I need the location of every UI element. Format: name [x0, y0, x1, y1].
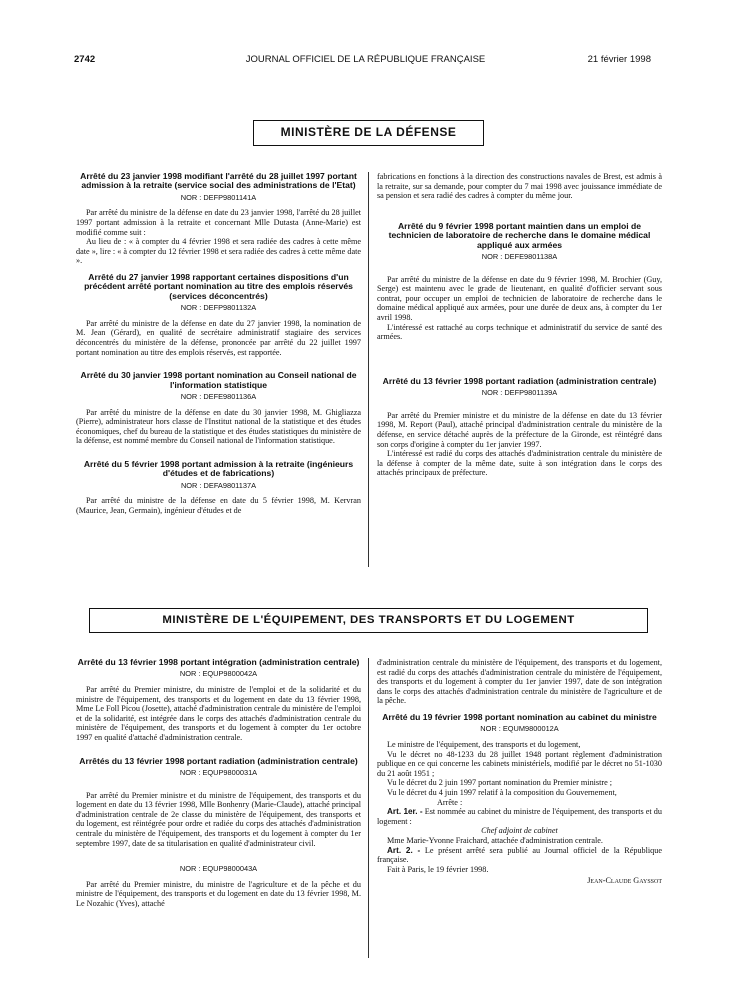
- chef-adjoint-heading: Chef adjoint de cabinet: [481, 826, 558, 836]
- nor-reference: NOR : EQUP9800043A: [179, 864, 258, 874]
- fait-a-paris: Fait à Paris, le 19 février 1998.: [387, 864, 489, 874]
- defense-right-column: [377, 172, 662, 478]
- column-divider: [368, 172, 369, 567]
- article-title: Arrêté du 9 février 1998 portant maintien dans un emploi de technicien de laboratoire de recherche dans le domaine médical appliqué aux armées: [388, 220, 651, 250]
- article-paragraph: Au lieu de : « à compter du 4 février 1998 et sera radiée des cadres à cette même date », lire : « à compter du 12 février 1998 et sera radiée des cadres à cette même date ».: [76, 237, 361, 266]
- article-2-label: Art. 2. -: [387, 845, 421, 855]
- nor-reference: NOR : DEFE9801136A: [180, 391, 257, 401]
- article-title: Arrêté du 27 janvier 1998 rapportant certaines dispositions d'un précédent arrêté portant nomination au titre des emplois réservés (services déconcentrés): [84, 271, 353, 301]
- journal-title: JOURNAL OFFICIEL DE LA RÉPUBLIQUE FRANÇAISE: [245, 54, 486, 65]
- nor-reference: NOR : DEFP9801141A: [180, 192, 257, 202]
- nor-reference: NOR : DEFA9801137A: [180, 480, 257, 490]
- nor-reference: NOR : DEFE9801138A: [481, 252, 558, 261]
- nor-reference: NOR : DEFP9801139A: [481, 388, 558, 398]
- arrete-line: Arrête :: [437, 797, 463, 807]
- article-paragraph: Vu le décret du 2 juin 1997 portant nomination du Premier ministre ;: [387, 778, 613, 788]
- page-header: [0, 54, 731, 68]
- article-2: [377, 846, 662, 865]
- article-paragraph: Par arrêté du ministre de la défense en date du 27 janvier 1998, la nomination de M. Jean (Gérard), en qualité de secrétaire administratif stagiaire des services déconcentrés du ministère de la défense, prononcée par arrêté du 22 juillet 1997 portant nomination au titre des emplois réservés, est rapportée.: [76, 318, 361, 357]
- article-paragraph: L'intéressé est radié du corps des attachés d'administration centrale du ministère de la défense à compter de la même date, suite à son intégration dans le corps des attachés principaux de préfecture.: [377, 449, 662, 478]
- nor-reference: NOR : EQUP9800031A: [179, 767, 258, 777]
- article-paragraph: Par arrêté du Premier ministre et du ministre de l'équipement, des transports et du logement en date du 13 février 1998, Mlle Bonhenry (Marie-Claude), attaché principal d'administration centrale de 2e classe du ministère de l'équipement, des transports et du logement, est réintégrée pour ordre et radiée du corps des attachés d'administration centrale du ministère de l'équipement, des transports et du logement à compter du 1er septembre 1997, date de sa titularisation en qualité d'administrateur civil.: [76, 790, 361, 848]
- article-paragraph: Par arrêté du ministre de la défense en date du 23 janvier 1998, l'arrêté du 28 juillet 1997 portant admission à la retraite et concernant Mlle Dutasta (Anne-Marie) est modifié comme suit :: [76, 208, 361, 237]
- article-paragraph: Par arrêté du Premier ministre et du ministre de la défense en date du 13 février 1998, M. Report (Paul), attaché principal d'administration centrale du ministère de la défense, en service détaché auprès de la préfecture de la Gironde, est réintégré dans son corps d'origine à compter du 1er janvier 1997.: [377, 410, 662, 449]
- article-paragraph: Par arrêté du ministre de la défense en date du 9 février 1998, M. Brochier (Guy, Serge) est maintenu avec le grade de lieutenant, en qualité d'officier servant sous contrat, pour occuper un emploi de technicien de laboratoire de recherche dans le domaine médical appliqué aux armées, pour une durée de deux ans, à compter du 1er avril 1998.: [377, 274, 662, 322]
- article-paragraph: Par arrêté du Premier ministre, du ministre de l'agriculture et de la pêche et du ministre de l'équipement, des transports et du logement en date du 13 février 1998, M. Le Nozahic (Yves), attaché: [76, 879, 361, 908]
- equipement-left-column: [76, 658, 361, 909]
- signature: Jean-Claude Gayssot: [587, 876, 662, 886]
- article-title: Arrêté du 19 février 1998 portant nomination au cabinet du ministre: [382, 711, 657, 722]
- article-paragraph: Par arrêté du Premier ministre, du ministre de l'emploi et de la solidarité et du ministre de l'équipement, des transports et du logement en date du 13 février 1998, Mme Le Foll Picou (Josette), attaché d'administration centrale du ministère de l'emploi et de la solidarité, est intégrée dans le corps des attachés d'administration centrale du ministère de l'équipement, des transports et du logement à compter du 1er octobre 1997 en qualité d'attaché d'administration centrale.: [76, 685, 361, 742]
- defense-left-column: [76, 172, 361, 516]
- article-1-text: Est nommée au cabinet du ministre de l'équipement, des transports et du logement :: [377, 807, 662, 826]
- article-title: Arrêté du 30 janvier 1998 portant nomination au Conseil national de l'information statistique: [80, 370, 357, 390]
- article-title: Arrêté du 13 février 1998 portant radiation (administration centrale): [382, 375, 657, 386]
- article-paragraph: Le ministre de l'équipement, des transports et du logement,: [387, 739, 581, 749]
- article-title: Arrêté du 5 février 1998 portant admission à la retraite (ingénieurs d'études et de fabrications): [83, 458, 354, 479]
- article-2-text: Le présent arrêté sera publié au Journal officiel de la République française.: [377, 845, 663, 865]
- article-paragraph: Vu le décret du 4 juin 1997 relatif à la composition du Gouvernement,: [387, 787, 617, 797]
- nor-reference: NOR : DEFP9801132A: [180, 303, 257, 313]
- column-divider: [368, 658, 369, 958]
- nor-reference: NOR : EQUM9800012A: [480, 724, 559, 734]
- article-paragraph: Vu le décret no 48-1233 du 28 juillet 1948 portant règlement d'administration publique en ce qui concerne les cabinets ministériels, modifié par le décret no 51-1030 du 21 août 1951 ;: [377, 749, 662, 778]
- equipement-right-column: [377, 658, 662, 886]
- article-1: [377, 807, 662, 826]
- article-paragraph: d'administration centrale du ministère de l'équipement, des transports et du logement, est radié du corps des attachés d'administration centrale du ministère de l'équipement, des transports et du logement à compter du 1er janvier 1997, date de son intégration dans le corps des attachés d'administration centrale du ministère de l'agriculture et de la pêche.: [377, 658, 662, 706]
- article-title: Arrêté du 23 janvier 1998 modifiant l'arrêté du 28 juillet 1997 portant admission à la retraite (service social des administrations de l'Etat): [80, 171, 357, 191]
- nor-reference: NOR : EQUP9800042A: [179, 669, 258, 679]
- issue-date: 21 février 1998: [587, 54, 651, 65]
- article-paragraph: fabrications en fonctions à la direction des constructions navales de Brest, est admis à la retraite, sur sa demande, pour compter du 7 mai 1998 avec jouissance immédiate de sa pension et sera radié des cadres à compter du même jour.: [377, 172, 662, 201]
- article-1-label: Art. 1er. -: [387, 807, 423, 817]
- article-title: Arrêtés du 13 février 1998 portant radiation (administration centrale): [79, 755, 358, 766]
- article-paragraph: Par arrêté du ministre de la défense en date du 30 janvier 1998, M. Ghigliazza (Pierre), administrateur hors classe de l'Institut national de la statistique et des études économiques, chef du bureau de la statistique et des études statistiques du ministère de la défense, est nommé membre du Conseil national de l'information statistique.: [76, 407, 361, 446]
- appointee: Mme Marie-Yvonne Fraichard, attachée d'administration centrale.: [387, 835, 603, 845]
- ministry-equipement-box: [89, 608, 648, 633]
- ministry-defense-title: MINISTÈRE DE LA DÉFENSE: [280, 125, 457, 139]
- ministry-equipement-title: MINISTÈRE DE L'ÉQUIPEMENT, DES TRANSPORTS ET DU LOGEMENT: [162, 614, 575, 626]
- article-paragraph: Par arrêté du ministre de la défense en date du 5 février 1998, M. Kervran (Maurice, Jean, Germain), ingénieur d'études et de: [76, 496, 361, 515]
- page-number: 2742: [74, 54, 96, 65]
- article-paragraph: L'intéressé est rattaché au corps technique et administratif du service de santé des armées.: [377, 322, 662, 342]
- ministry-defense-box: [253, 120, 484, 146]
- article-title: Arrêté du 13 février 1998 portant intégration (administration centrale): [77, 657, 360, 667]
